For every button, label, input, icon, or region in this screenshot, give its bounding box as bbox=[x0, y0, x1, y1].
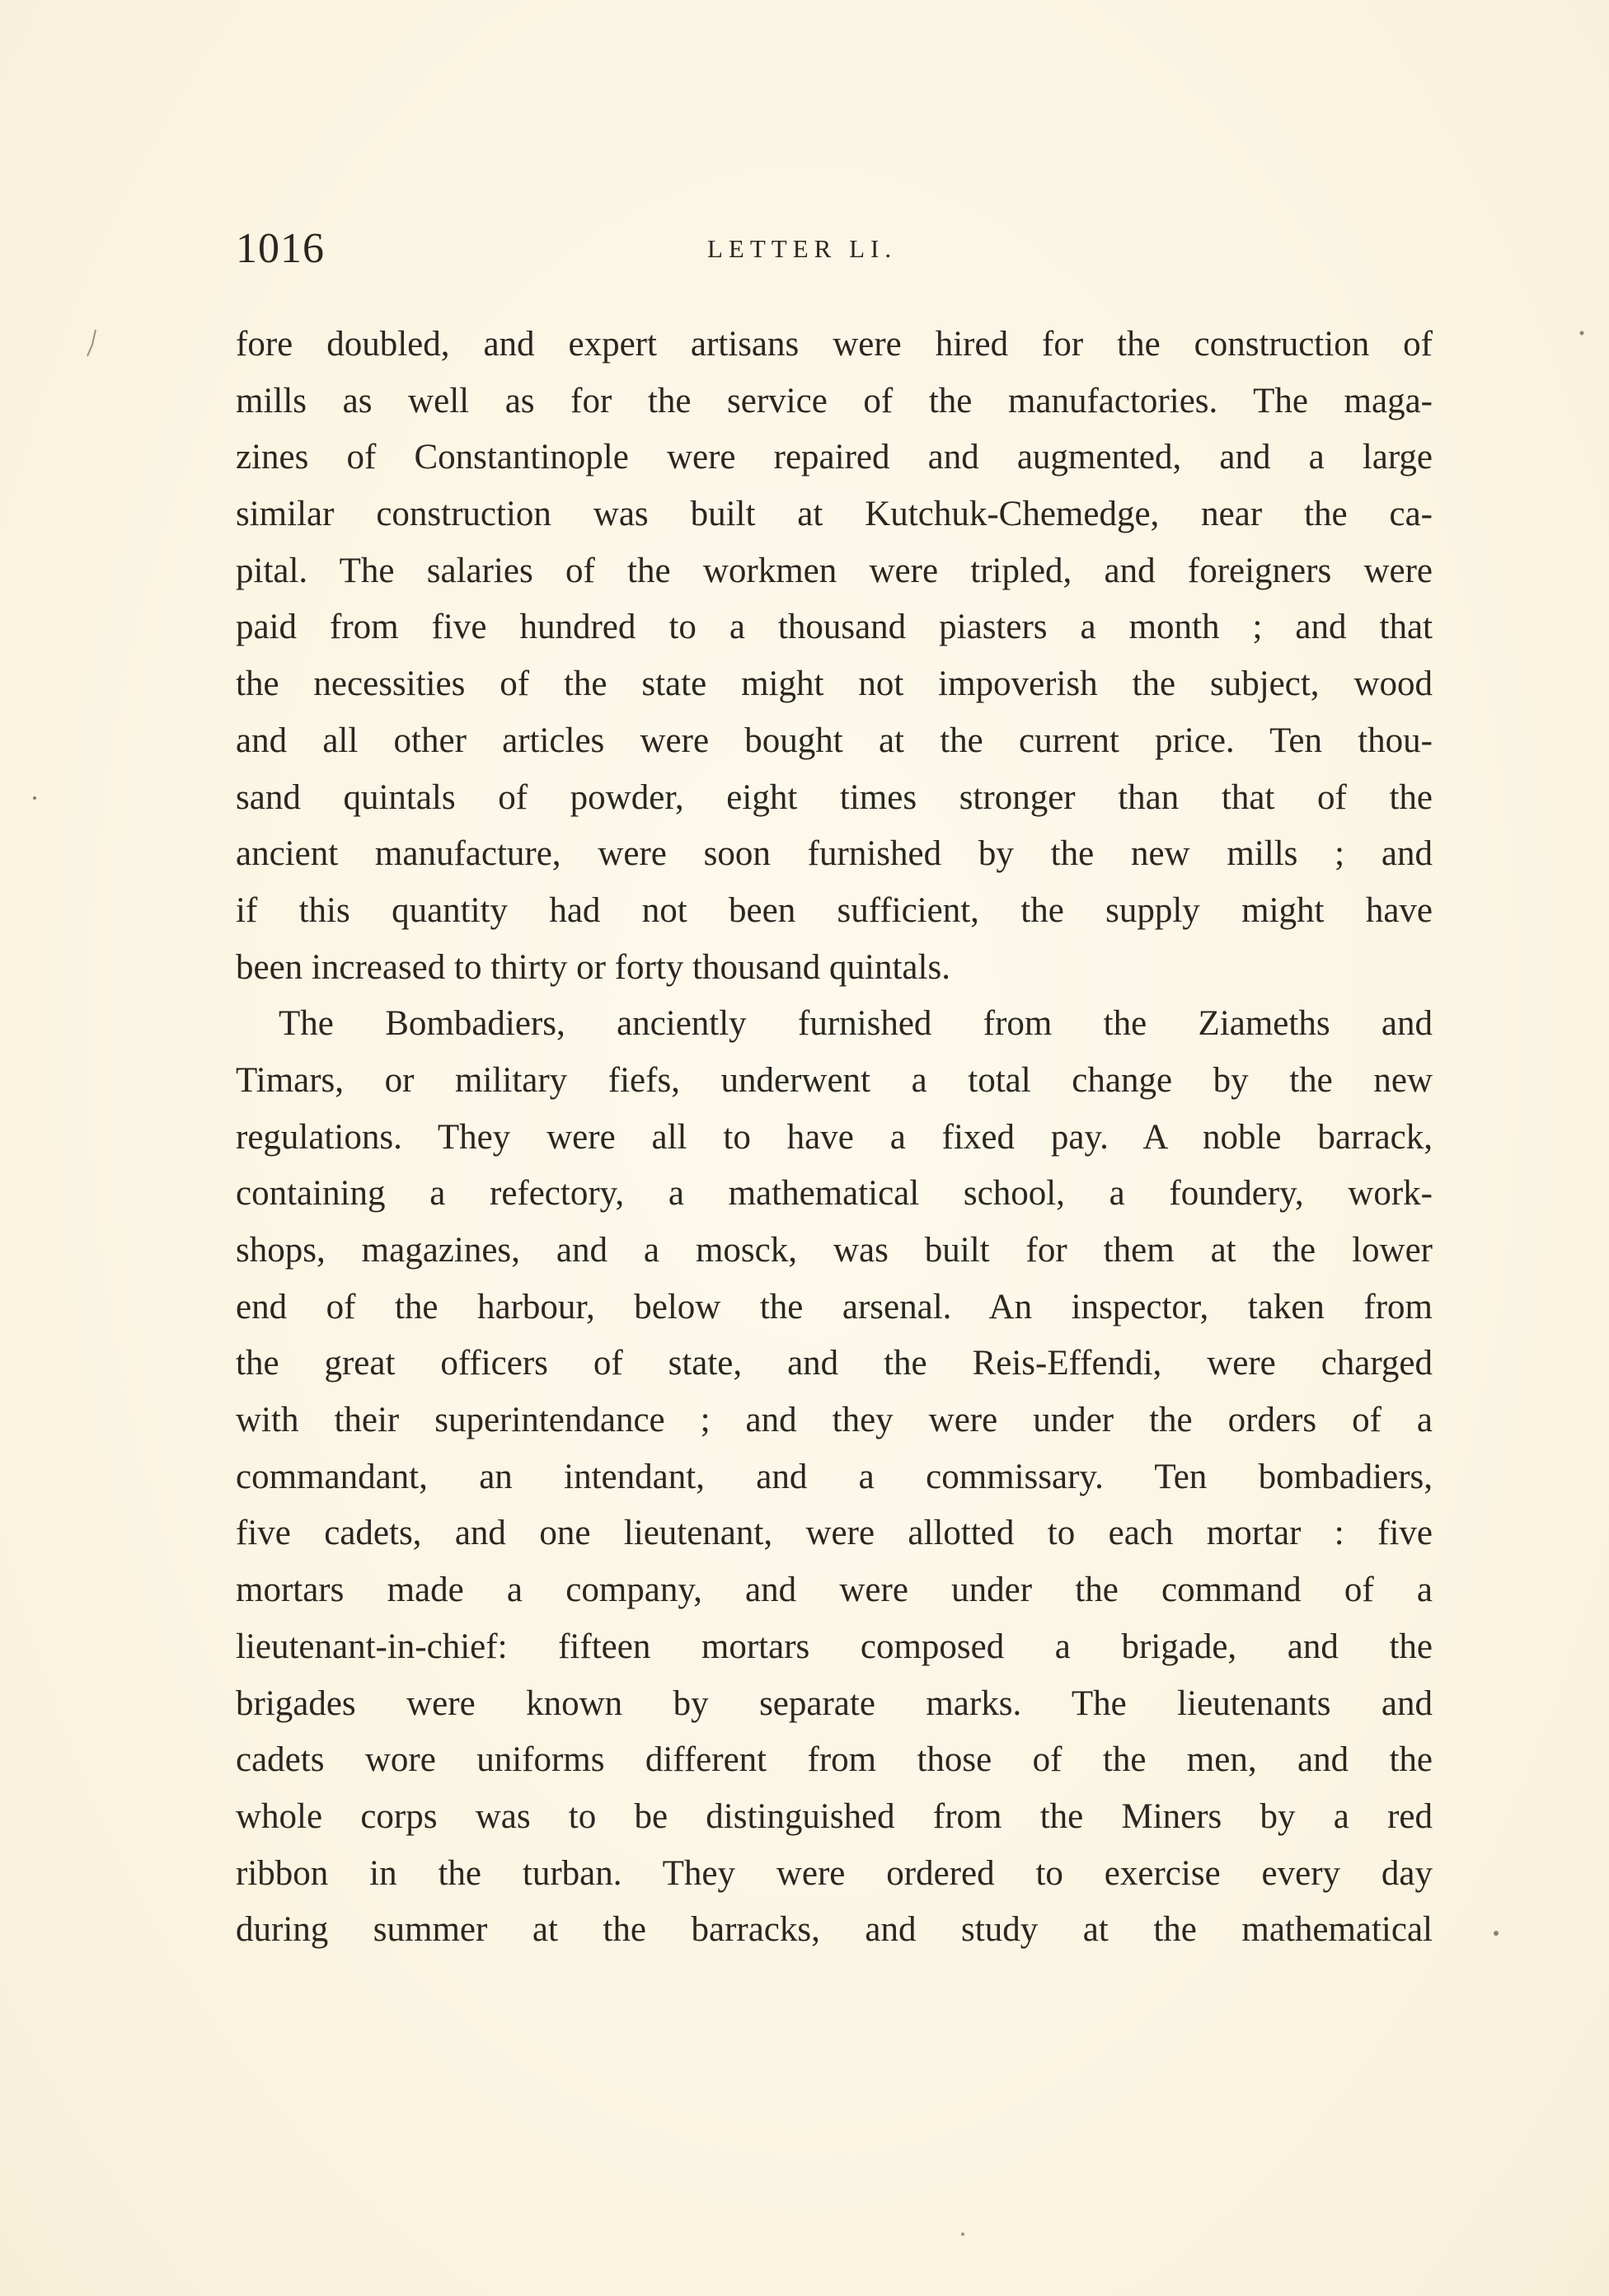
text-line: Timars, or military fiefs, underwent a total change by the new bbox=[236, 1060, 1433, 1100]
paragraph-start-line: The Bombadiers, anciently furnished from the Ziameths and bbox=[279, 1004, 1433, 1044]
margin-speck bbox=[84, 328, 101, 361]
text-line: fore doubled, and expert artisans were hired for the construction of bbox=[236, 325, 1433, 364]
text-line: with their superintendance ; and they were under the orders of a bbox=[236, 1401, 1433, 1440]
text-line: if this quantity had not been sufficient, the supply might have bbox=[236, 890, 1433, 930]
text-line: and all other articles were bought at the current price. Ten thou- bbox=[236, 721, 1433, 760]
text-line: commandant, an intendant, and a commissary. Ten bombadiers, bbox=[236, 1457, 1433, 1496]
text-line: mortars made a company, and were under the command of a bbox=[236, 1571, 1433, 1610]
text-line: the great officers of state, and the Reis-Effendi, were charged bbox=[236, 1344, 1433, 1383]
text-line: whole corps was to be distinguished from the Miners by a red bbox=[236, 1796, 1433, 1836]
text-line: shops, magazines, and a mosck, was built for them at the lower bbox=[236, 1231, 1433, 1270]
text-line: zines of Constantinople were repaired and augmented, and a large bbox=[236, 438, 1433, 477]
margin-speck bbox=[1579, 330, 1585, 336]
text-line: ancient manufacture, were soon furnished by the new mills ; and bbox=[236, 834, 1433, 874]
page-number: 1016 bbox=[236, 225, 325, 272]
text-line: lieutenant-in-chief: fifteen mortars composed a brigade, and the bbox=[236, 1627, 1433, 1666]
page-header bbox=[236, 224, 1431, 274]
text-line: cadets wore uniforms different from those of the men, and the bbox=[236, 1740, 1433, 1780]
margin-speck bbox=[959, 2231, 966, 2237]
text-line: pital. The salaries of the workmen were tripled, and foreigners were bbox=[236, 551, 1433, 590]
text-line: during summer at the barracks, and study at the mathematical bbox=[236, 1910, 1433, 1950]
text-line: brigades were known by separate marks. The lieutenants and bbox=[236, 1683, 1433, 1723]
running-title: LETTER LI. bbox=[707, 234, 898, 263]
margin-speck bbox=[31, 795, 38, 801]
margin-speck bbox=[1492, 1929, 1500, 1937]
text-line: end of the harbour, below the arsenal. An inspector, taken from bbox=[236, 1287, 1433, 1326]
text-line: regulations. They were all to have a fixed pay. A noble barrack, bbox=[236, 1117, 1433, 1157]
text-line: ribbon in the turban. They were ordered to exercise every day bbox=[236, 1853, 1433, 1893]
text-line: five cadets, and one lieutenant, were allotted to each mortar : five bbox=[236, 1514, 1433, 1553]
text-line: paid from five hundred to a thousand piasters a month ; and that bbox=[236, 608, 1433, 647]
paragraph-end-line: been increased to thirty or forty thousand quintals. bbox=[236, 947, 950, 987]
text-line: sand quintals of powder, eight times stronger than that of the bbox=[236, 777, 1433, 817]
text-line: the necessities of the state might not impoverish the subject, wood bbox=[236, 664, 1433, 704]
body-text bbox=[236, 317, 1433, 1959]
text-line: mills as well as for the service of the manufactories. The maga- bbox=[236, 381, 1433, 420]
text-line: similar construction was built at Kutchuk-Chemedge, near the ca- bbox=[236, 495, 1433, 534]
text-line: containing a refectory, a mathematical school, a foundery, work- bbox=[236, 1174, 1433, 1214]
